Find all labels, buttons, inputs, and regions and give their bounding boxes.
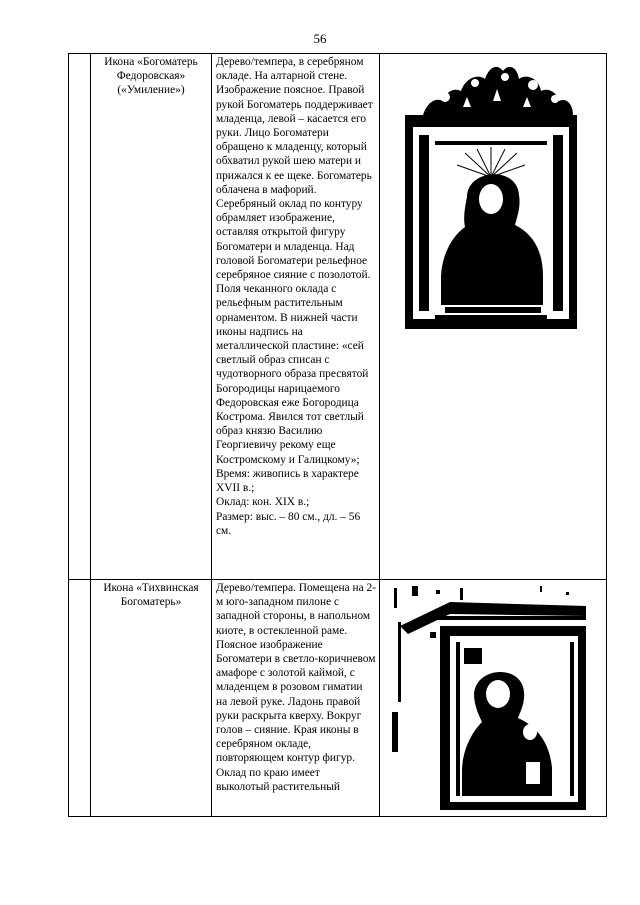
description-paragraph: Дерево/темпера. Помещена на 2-м юго-западном пилоне с западной стороны, в напольном киоте, в остекленной раме. Поясное изображение Богоматери в светло-коричневом амафоре с золотой каймой, с младенцем в розовом гиматии на левой руке. Ладонь правой руки раскрыта кверху. Вокруг голов – сияние. Края иконы в серебряном окладе, повторяющем контур фигур. Оклад по краю имеет выколотый растительный — [216, 582, 376, 793]
row-number-cell — [69, 580, 91, 817]
description-paragraph: Время: живопись в характере XVII в.; — [216, 467, 359, 495]
icon-description — [212, 54, 379, 538]
description-cell — [212, 580, 380, 817]
icon-name: Икона «Тихвинская Богоматерь» — [103, 582, 199, 608]
icon-name-cell — [91, 580, 212, 817]
icon-name-cell — [91, 54, 212, 580]
description-paragraph: Дерево/темпера, в серебряном окладе. На алтарной стене. Изображение поясное. Правой рукой Богоматерь поддерживает младенца, левой – касается его руки. Лицо Богоматери обращено к младенцу, который обхватил рукой шею матери и прижался к ее щеке. Богоматерь облачена в мафорий. Серебряный оклад по контуру обрамляет изображение, оставляя открытой фигуру Богоматери и младенца. Над головой Богоматери рельефное серебряное сияние с позолотой. Поля чеканного оклада с рельефным растительным орнаментом. В нижней части иконы надпись на металлической пластине: «сей светлый образ списан с чудотворного образа пресвятой Богородицы нарицаемого Федоровская еже Богородица Кострома. Явился тот светлый образ князю Василию Георгиевичу рекому еще Костромскому и Галицкому»; — [216, 56, 373, 466]
table-row — [69, 580, 607, 817]
icon-name: Икона «Богоматерь Федоровская» («Умиление») — [104, 56, 198, 96]
icons-table — [68, 53, 607, 817]
row-number-cell — [69, 54, 91, 580]
icon-description — [212, 580, 379, 794]
photo-cell — [380, 54, 607, 580]
description-paragraph: Оклад: кон. XIX в.; — [216, 496, 310, 509]
photo-cell — [380, 580, 607, 817]
description-paragraph: Размер: выс. – 80 см., дл. – 56 см. — [216, 510, 361, 537]
table-row — [69, 54, 607, 580]
tikhvinskaya-icon-photo — [390, 582, 590, 814]
description-cell — [212, 54, 380, 580]
ornament-crest — [423, 67, 573, 115]
fedorovskaya-icon-photo — [405, 57, 577, 329]
page-number: 56 — [313, 31, 327, 46]
